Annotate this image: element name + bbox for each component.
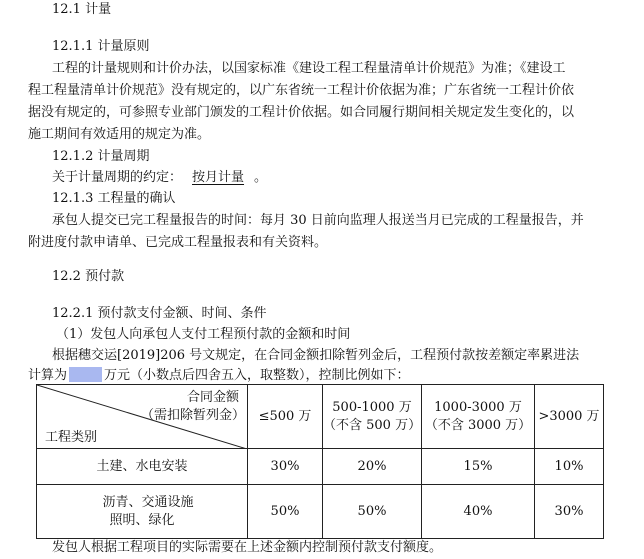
col-header: 1000-3000 万 （不含 3000 万） [422, 385, 535, 449]
table-cell: 40% [422, 485, 535, 539]
calc-rest: 万元（小数点后四舍五入，取整数），控制比例如下： [104, 368, 410, 383]
table-header-row [37, 385, 604, 449]
row-label: 土建、水电安装 [37, 449, 248, 485]
para-line: 工程的计量规则和计价办法，以国家标准《建设工程工程量清单计价规范》为准；《建设工 [52, 61, 566, 76]
table-cell: 50% [323, 485, 422, 539]
para-line: 程工程量清单计价规范》没有规定的，以广东省统一工程计价依据为准；广东省统一工程计价依 [28, 83, 575, 98]
period-label: 关于计量周期的约定： [52, 170, 183, 185]
heading-12-1-1: 12.1.1 计量原则 [52, 39, 150, 54]
amount-blank-field[interactable] [69, 367, 102, 382]
item-1: （1）发包人向承包人支付工程预付款的金额和时间 [56, 327, 351, 342]
table-row [37, 449, 604, 485]
header-contract-amount: 合同金额 [187, 390, 240, 405]
para-line: 据没有规定的，可参照专业部门颁发的工程计价依据。如合同履行期间相关规定发生变化的，以 [28, 105, 575, 120]
para-line: 施工期间有效适用的规定为准。 [28, 127, 211, 142]
measurement-period-line [52, 169, 267, 187]
table-row [37, 485, 604, 539]
table-cell: 50% [248, 485, 323, 539]
table-cell: 30% [535, 485, 604, 539]
table-cell: 15% [422, 449, 535, 485]
para-line: 承包人提交已完工程量报告的时间：每月 30 日前向监理人报送当月已完成的工程量报告，并 [52, 213, 584, 228]
calc-label: 计算为 [28, 368, 68, 383]
heading-12-1: 12.1 计量 [52, 2, 112, 17]
header-excl-provisional: （需扣除暂列金） [141, 408, 246, 423]
table-cell: 20% [323, 449, 422, 485]
heading-12-2-1: 12.2.1 预付款支付金额、时间、条件 [52, 306, 267, 321]
para-line: 附进度付款申请单、已完成工程量报表和有关资料。 [28, 235, 328, 250]
table-cell: 10% [535, 449, 604, 485]
col-header: >3000 万 [535, 385, 604, 449]
col-header: 500-1000 万 （不含 500 万） [323, 385, 422, 449]
heading-12-1-2: 12.1.2 计量周期 [52, 149, 150, 164]
header-project-type: 工程类别 [45, 430, 98, 445]
row-label: 沥青、交通设施 照明、绿化 [37, 485, 248, 539]
col-header: ≤500 万 [248, 385, 323, 449]
table-cell: 30% [248, 449, 323, 485]
period-value: 按月计量 [192, 170, 245, 185]
period-end: 。 [254, 170, 268, 185]
footer-note: 发包人根据工程项目的实际需要在上述金额内控制预付款支付额度。 [52, 540, 443, 555]
heading-12-2: 12.2 预付款 [52, 269, 125, 284]
advance-calc-line-1: 根据穗交运[2019]206 号文规定，在合同金额扣除暂列金后，工程预付款按差额定率累进法 [52, 348, 580, 363]
heading-12-1-3: 12.1.3 工程量的确认 [52, 191, 176, 206]
advance-ratio-table [36, 384, 604, 539]
advance-calc-line-2 [28, 367, 410, 385]
diagonal-header-cell [37, 385, 248, 449]
